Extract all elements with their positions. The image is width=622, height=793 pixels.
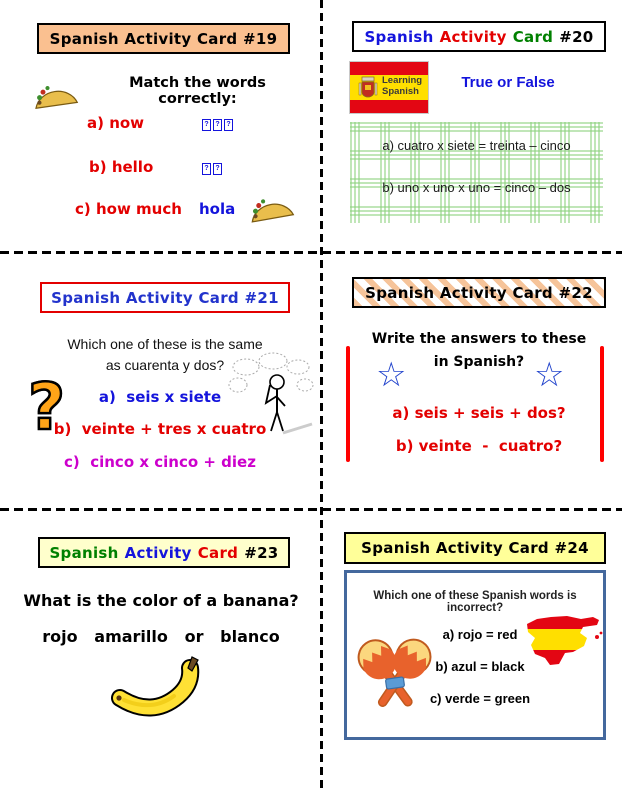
card-22-question-line-2: in Spanish? [433,354,525,370]
card-23-choices: rojo amarillo or blanco [42,627,280,646]
card-20-question-b: b) uno x uno x uno = cinco – dos [382,180,571,195]
card-21-option-b: b) veinte + tres x cuatro [53,420,267,438]
red-accent-bar-left [346,346,350,462]
question-mark-icon: ? [28,371,66,445]
flag-red-band [350,62,428,75]
taco-icon [246,186,296,231]
card-24-option-a: a) rojo = red [442,627,518,642]
cut-line-horizontal-top [0,251,622,254]
card-23-title-word: #23 [244,543,279,562]
card-20-question-a: a) cuatro x siete = treinta – cinco [382,138,571,153]
card-20-title-word: #20 [559,27,594,46]
card-20-title-word: Activity [439,27,507,46]
tofu-box: ? [202,163,211,175]
banana-icon [108,654,208,718]
card-23-question: What is the color of a banana? [23,591,299,610]
card-23-title-word: Spanish [49,543,119,562]
tofu-box: ? [202,119,211,131]
card-24-question: Which one of these Spanish words is incorrect? [373,590,577,614]
card-21-question-line-1: Which one of these is the same [67,336,263,352]
card-20-question-panel [350,122,603,223]
card-21-option-c: c) cinco x cinco + diez [64,453,256,471]
tofu-box: ? [213,119,222,131]
card-21-header [40,282,290,313]
match-label-a: a) now [87,114,145,132]
card-22-question-line-1: Write the answers to these [371,331,587,347]
card-20-title-word: Card [512,27,554,46]
star-icon: ☆ [376,355,407,395]
spanish-flag-logo [350,62,428,113]
missing-glyph-boxes-b [202,160,224,178]
card-22-option-a: a) seis + seis + dos? [392,404,566,422]
card-20-title-word: Spanish [364,27,434,46]
card-21-question-line-2: as cuarenta y dos? [105,357,225,373]
card-23-title-word: Card [197,543,239,562]
card-21-option-a: a) seis x siete [98,388,222,406]
logo-line-1: Learning [382,75,423,86]
card-24-option-c: c) verde = green [429,691,531,706]
card-24-option-b: b) azul = black [435,659,525,674]
card-23-header [38,537,290,568]
tofu-box: ? [213,163,222,175]
card-19-header [37,23,290,54]
taco-icon [30,74,80,117]
match-label-b: b) hello [89,158,154,176]
cut-line-horizontal-bottom [0,508,622,511]
logo-line-2: Spanish [382,86,419,97]
card-19-instruction: Match the words correctly: [129,75,266,107]
card-20-subtitle: True or False [461,74,555,91]
flag-red-band [350,100,428,113]
missing-glyph-boxes-a [202,116,235,134]
match-label-c: c) how much [75,200,182,218]
card-24-header [344,532,606,564]
card-23-title-word: Activity [124,543,192,562]
card-19-title: Spanish Activity Card #19 [49,29,278,48]
tofu-box: ? [224,119,233,131]
spain-coat-of-arms-icon [358,75,378,100]
star-icon: ☆ [534,355,565,395]
card-22-option-b: b) veinte - cuatro? [395,437,563,455]
logo-text [382,75,422,97]
card-22-title: Spanish Activity Card #22 [365,283,593,302]
card-21-title: Spanish Activity Card #21 [51,288,279,307]
card-20-header [352,21,606,52]
cut-line-vertical [320,0,323,793]
card-24-title: Spanish Activity Card #24 [361,539,589,557]
match-answer-c: hola [199,200,236,218]
card-22-header [352,277,606,308]
